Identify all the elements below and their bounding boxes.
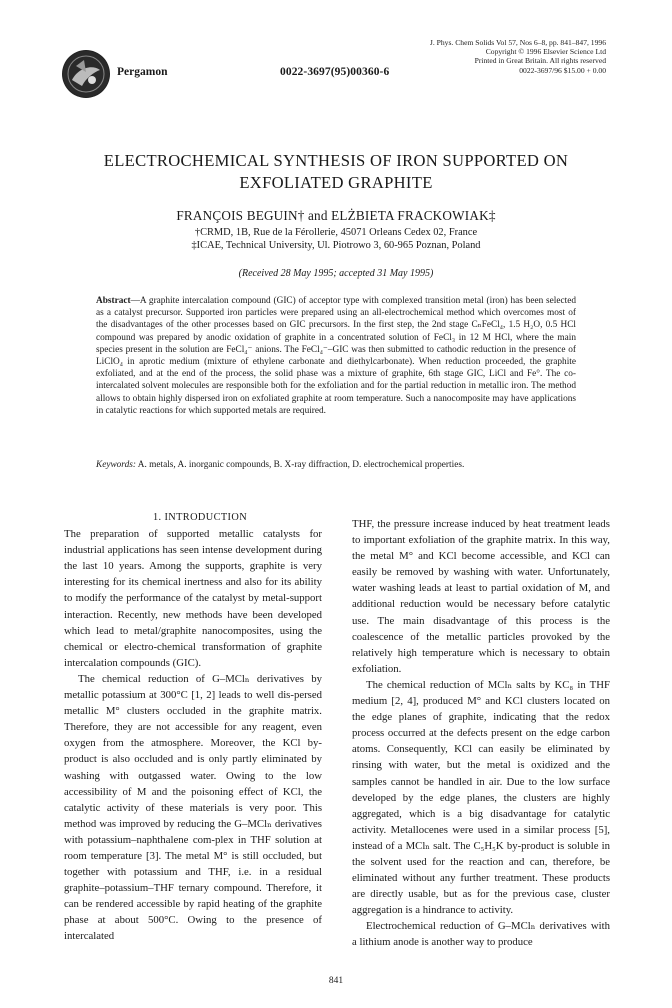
title-line-1: ELECTROCHEMICAL SYNTHESIS OF IRON SUPPORTED ON [103, 151, 569, 170]
article-code: 0022-3697(95)00360-6 [280, 66, 390, 78]
publisher-logo [62, 50, 110, 98]
body-paragraph: THF, the pressure increase induced by heat treatment leads to important exfoliation of the graphite matrix. In this way, the metal M° and KCl become accessible, and KCl can easily be removed by washing with water. Unfortunately, water washing leads at least to partial oxidation of M, and additional reduction would be necessary before catalytic use. The main disadvantage of this process is the coalescence of the metallic particles provoked by the relatively high temperature which is necessary to obtain exfoliation. [352, 518, 610, 675]
received-dates [40, 268, 632, 279]
price-line: 0022-3697/96 $15.00 + 0.00 [519, 65, 606, 75]
affiliations [40, 226, 632, 252]
right-column [352, 516, 610, 951]
body-paragraph: The chemical reduction of G–MClₙ derivatives by metallic potassium at 300°C [1, 2] leads to well dis-persed metallic M° clusters occluded in the graphite matrix. Therefore, they are not accessible for any reagent, even oxygen from the atmosphere. Moreover, the KCl by-product is also occluded and is only partly eliminated by washing with outgassed water. Owing to the low accessibility of M and the poisoning effect of KCl, the catalytic activity of these materials is very poor. This method was improved by reducing the G–MClₙ derivatives with potassium–naphthalene com-plex in THF solution at room temperature [3]. The metal M° is still occluded, but together with potassium and THF, i.e. in a residual graphite–potassium–THF ternary compound. Therefore, it can be rendered accessible by rapid heating of the graphite phase at about 500°C. Owing to the presence of intercalated [64, 672, 322, 943]
section-heading: 1. INTRODUCTION [152, 512, 248, 523]
page-number: 841 [328, 976, 344, 986]
title-line-2: EXFOLIATED GRAPHITE [239, 173, 433, 192]
authors: FRANÇOIS BEGUIN† and ELŻBIETA FRACKOWIAK‡ [176, 208, 496, 223]
body-paragraph: The preparation of supported metallic catalysts for industrial applications has seen intense development during the last 10 years. Among the supports, graphite is very interesting for its chemical inertness and also for its ability to modify the performance of the catalyst by metal-support interaction. Recently, new methods have been developed which lead to metal/graphite nanocomposites, using the chemical or electro-chemical transformation of graphite intercalation compounds (GIC). [64, 528, 322, 669]
body-paragraph: Electrochemical reduction of G–MClₙ derivatives with a lithium anode is another way to produce [352, 920, 610, 949]
paper-title [40, 150, 632, 194]
keywords-label: Keywords: [96, 460, 136, 470]
printed-line: Printed in Great Britain. All rights reserved [474, 56, 606, 66]
publisher-name: Pergamon [117, 66, 168, 78]
journal-info [430, 38, 606, 75]
left-column [64, 510, 322, 945]
journal-citation: J. Phys. Chem Solids Vol 57, Nos 6–8, pp. 841–847, 1996 [429, 38, 606, 47]
affiliation-1: †CRMD, 1B, Rue de la Férollerie, 45071 Orleans Cedex 02, France [194, 227, 478, 238]
keywords-text: A. metals, A. inorganic compounds, B. X-ray diffraction, D. electrochemical properties. [135, 460, 465, 470]
abstract-label: Abstract [96, 296, 131, 306]
affiliation-2: ‡ICAE, Technical University, Ul. Piotrowo 3, 60-965 Poznan, Poland [191, 240, 481, 251]
abstract-text: —A graphite intercalation compound (GIC) of acceptor type with complexed transition metal (iron) has been selected as a catalyst precursor. Supported iron particles were prepared using an all-electrochemical method which overcomes most of the disadvantages of the other processes based on GIC precursors. In the first step, the 2nd stage CₙFeCl₄, 1.5 H₂O, 0.5 HCl compound was prepared by anodic oxidation of graphite in a concentrated solution of FeCl₃ in 12 M HCl, where the main species present in the solution are FeCl₄⁻ anions. The FeCl₄⁻–GIC was then submitted to cathodic reduction in the presence of LiClO₄ in aprotic medium (mixture of ethylene carbonate and diethylcarbonate). When reduction proceeded, the graphite exfoliated, and at the end of the process, the solid phase was a mixture of graphite, 6th stage GIC, LiCl and Fe°. The co-intercalated solvent molecules are responsible both for the exfoliation and for the partial reduction in metallic iron. The method allows to obtain highly dispersed iron on exfoliated graphite at room temperature. Such a nanocomposite may have applications in catalytic reactions for which supported metals are required. [96, 296, 576, 416]
body-paragraph: The chemical reduction of MClₙ salts by KC₈ in THF medium [2, 4], produced M° and KCl clusters located on the edge planes of graphite, indicating that the redox process occurred at the defects present on the edge carbon atoms. Consequently, KCl can easily be eliminated by rinsing with water, but the metal is oxidized and the samples cannot be handled in air. Due to the low surface developed by the edge planes, the clusters are highly aggregated, which is a big disadvantage for catalytic activity. Metallocenes were used in a similar process [5], instead of a MClₙ salt. The C₅H₅K by-product is soluble in the solvent used for the reaction and can, therefore, be eliminated without any further treatment. These products are directly usable, but as for the previous case, cluster aggregation is a hindrance to activity. [352, 678, 610, 917]
keywords [96, 460, 576, 470]
abstract [96, 295, 576, 417]
received-text: (Received 28 May 1995; accepted 31 May 1995) [238, 268, 434, 279]
copyright-line: Copyright © 1996 Elsevier Science Ltd [485, 47, 606, 57]
